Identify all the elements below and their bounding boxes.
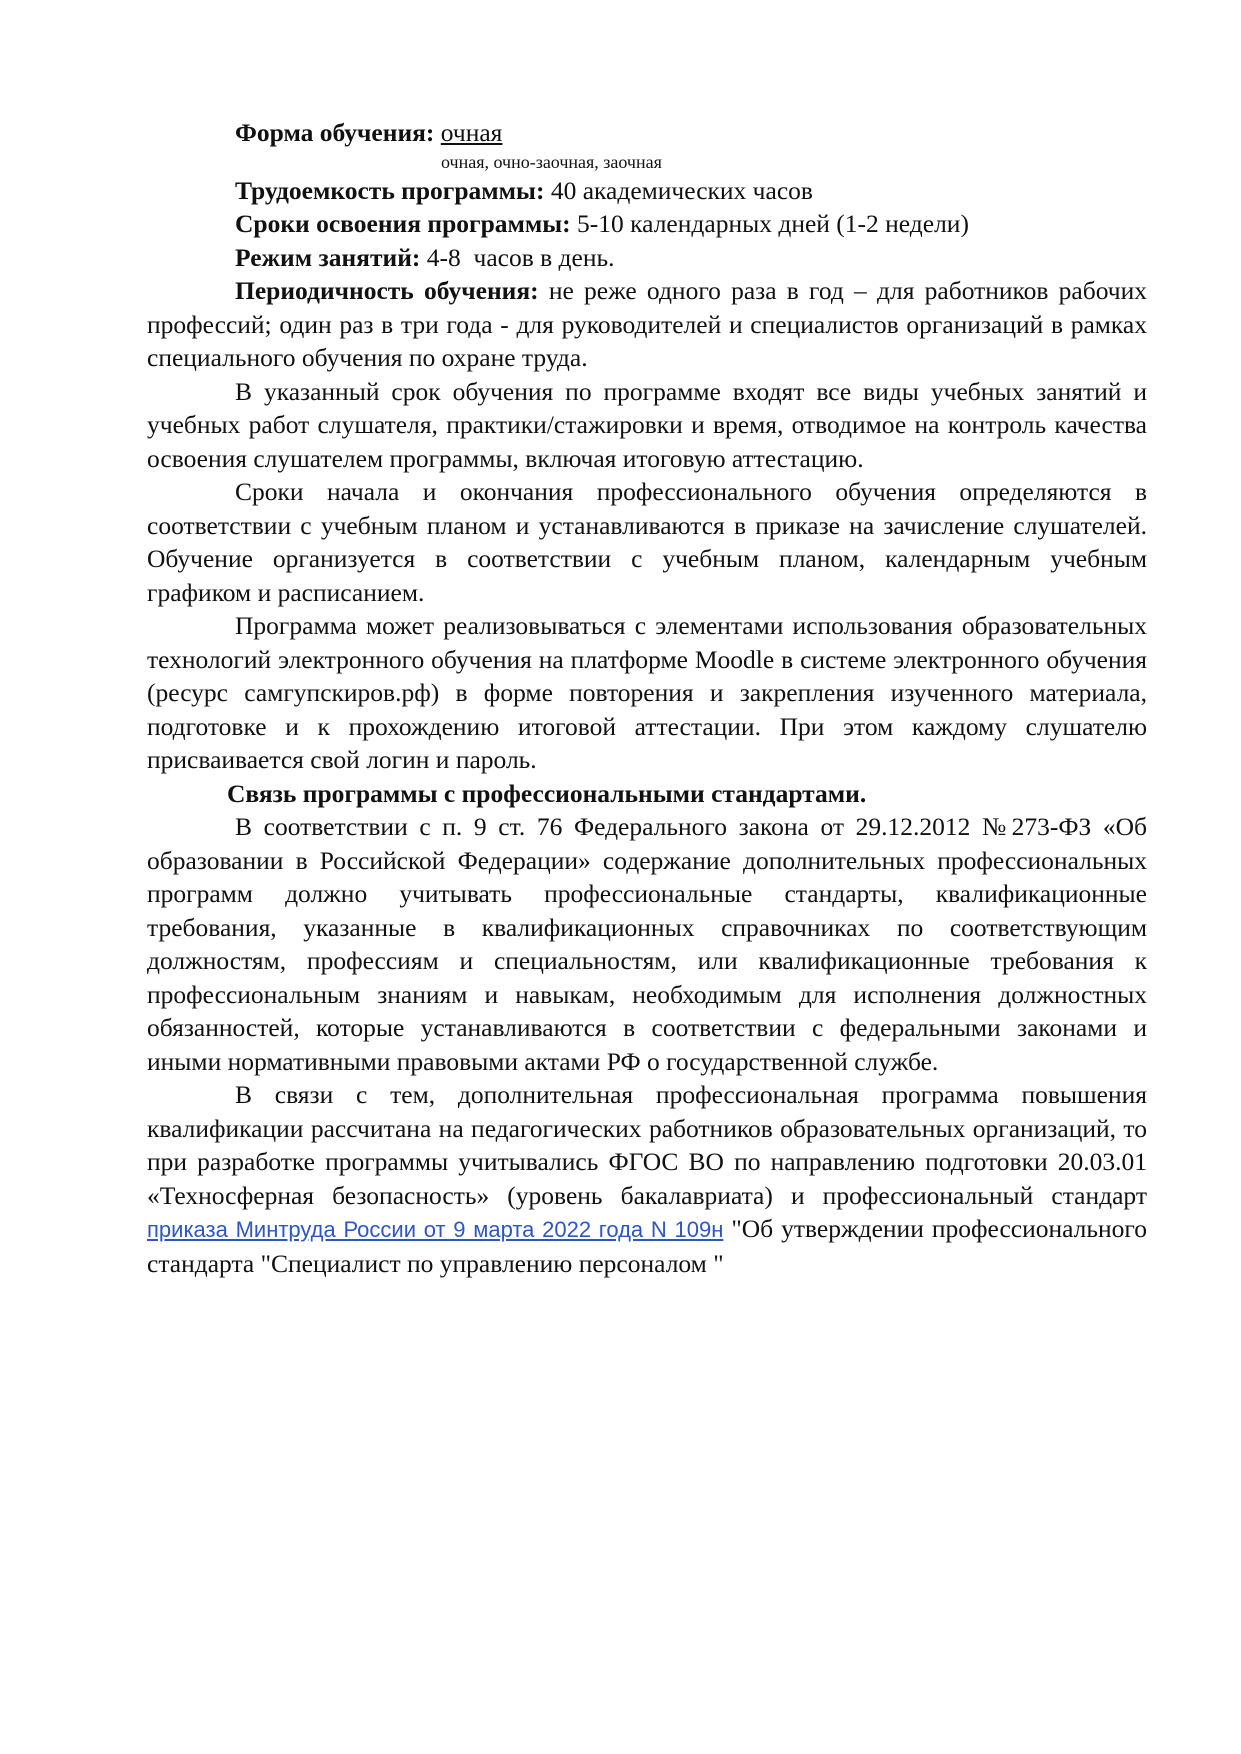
mode-line (147, 241, 1147, 275)
paragraph-training-period: В указанный срок обучения по программе входят все виды учебных занятий и учебных работ слушателя, практики/стажировки и время, отводимое на контроль качества освоения слушателем программы, включая итоговую аттестацию. (147, 376, 1147, 473)
fgos-text-after: "Об утверждении профессионального стандарта "Специалист по управлению персоналом " (147, 1214, 1148, 1278)
fgos-text-before: В связи с тем, дополнительная профессиональная программа повышения квалификации рассчитана на педагогических работников образовательных организаций, то при разработке программы учитывались ФГОС ВО по направлению подготовки 20.03.01 «Техносферная безопасность» (уровень бакалавриата) и профессиональный стандарт (147, 1080, 1147, 1210)
standards-heading: Связь программы с профессиональными стандартами. (227, 778, 867, 808)
paragraph-elearning: Программа может реализовываться с элементами использования образовательных технологий электронного обучения на платформе Moodle в системе электронного обучения (ресурс самгупскиров.рф) в форме повторения и закрепления изученного материала, подготовке и к прохождению итоговой аттестации. При этом каждому слушателю присваивается свой логин и пароль. (147, 611, 1147, 774)
form-value: очная (440, 118, 503, 147)
labor-intensity-label: Трудоемкость программы: (235, 175, 545, 205)
terms-label: Сроки освоения программы: (235, 209, 571, 238)
labor-intensity-value: 40 академических часов (550, 175, 813, 205)
terms-value: 5-10 календарных дней (1-2 недели) (577, 209, 969, 238)
form-options-note: очная, очно-заочная, заочная (441, 151, 662, 172)
mode-value: 4-8 часов в день. (426, 242, 615, 272)
mintrud-order-link[interactable]: приказа Минтруда России от 9 марта 2022 года N 109н (147, 1217, 724, 1242)
paragraph-fgos (147, 1078, 1147, 1280)
form-line (147, 116, 1147, 150)
terms-line (147, 207, 1147, 241)
form-label: Форма обучения: (235, 118, 435, 147)
mode-label: Режим занятий: (235, 242, 421, 272)
document-page (147, 116, 1147, 1280)
paragraph-start-end: Сроки начала и окончания профессионального обучения определяются в соответствии с учебным планом и устанавливаются в приказе на зачисление слушателей. Обучение организуется в соответствии с учебным планом, календарным учебным графиком и расписанием. (147, 477, 1147, 607)
periodicity-text: не реже одного раза в год – для работников рабочих профессий; один раз в три года - для руководителей и специалистов организаций в рамках специального обучения по охране труда. (147, 276, 1148, 372)
periodicity-label: Периодичность обучения: (235, 276, 539, 305)
labor-intensity-line (147, 174, 1147, 208)
periodicity-paragraph (147, 274, 1147, 375)
paragraph-federal-law: В соответствии с п. 9 ст. 76 Федерального закона от 29.12.2012 №273-ФЗ «Об образовании в Российской Федерации» содержание дополнительных профессиональных программ должно учитывать профессиональные стандарты, квалификационные требования, указанные в квалификационных справочниках по соответствующим должностям, профессиям и специальностям, или квалификационные требования к профессиональным знаниям и навыкам, необходимым для исполнения должностных обязанностей, которые устанавливаются в соответствии с федеральными законами и иными нормативными правовыми актами РФ о государственной службе. (147, 812, 1147, 1076)
